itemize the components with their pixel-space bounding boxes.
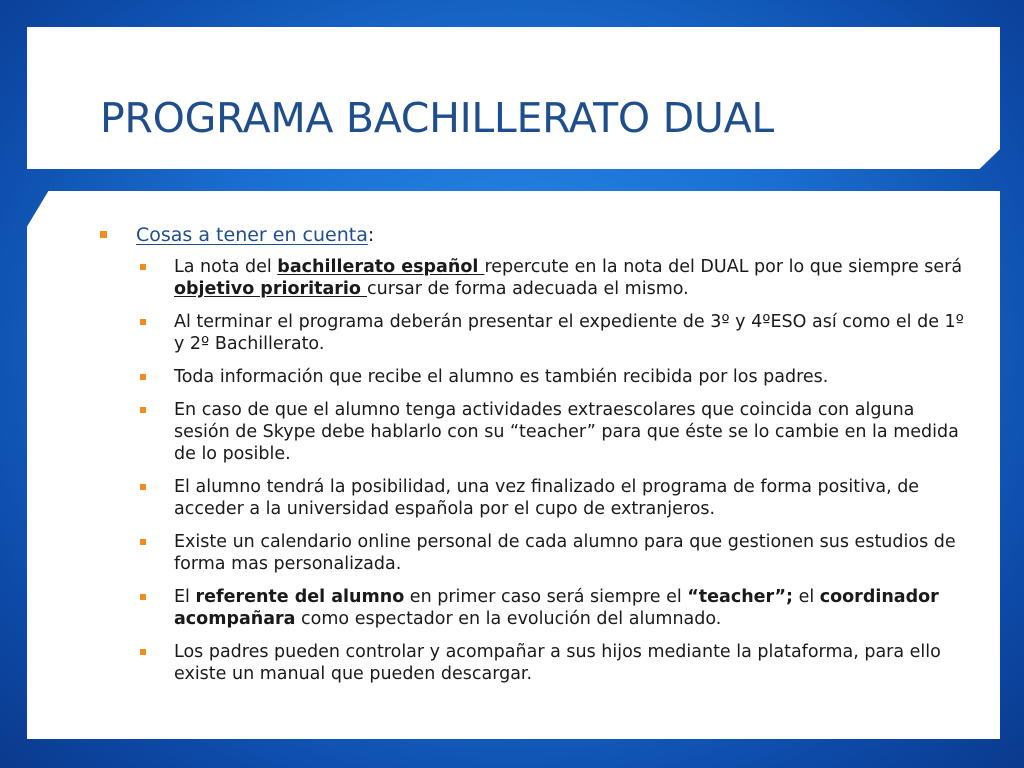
- heading-colon: :: [367, 224, 375, 246]
- item-text: el: [793, 587, 820, 607]
- list-item: [100, 586, 970, 630]
- item-text: como espectador en la evolución del alumnado.: [295, 609, 722, 629]
- square-bullet-icon: [140, 374, 146, 380]
- item-emphasis: coordinador acompañara: [174, 587, 939, 629]
- item-text: En caso de que el alumno tenga actividades extraescolares que coincida con alguna sesión de Skype debe hablarlo con su “teacher” para que éste se lo cambie en la medida de lo posible.: [174, 400, 959, 464]
- square-bullet-icon: [140, 539, 146, 545]
- item-emphasis: “teacher”;: [687, 587, 793, 607]
- slide-content: [100, 222, 970, 696]
- item-text: en primer caso será siempre el: [404, 587, 688, 607]
- square-bullet-icon: [140, 319, 146, 325]
- square-bullet-icon: [140, 484, 146, 490]
- item-text: cursar de forma adecuada el mismo.: [367, 279, 689, 299]
- slide-title: PROGRAMA BACHILLERATO DUAL: [100, 94, 774, 142]
- item-text: La nota del: [174, 257, 278, 277]
- square-bullet-icon: [140, 649, 146, 655]
- item-text: El: [174, 587, 196, 607]
- square-bullet-icon: [140, 594, 146, 600]
- heading-text: Cosas a tener en cuenta: [136, 224, 368, 246]
- list-item: [100, 399, 970, 465]
- list-item: [100, 531, 970, 575]
- bullet-heading: [100, 222, 970, 248]
- item-text: Al terminar el programa deberán presentar el expediente de 3º y 4ºESO así como el de 1º y 2º Bachillerato.: [174, 312, 964, 354]
- item-emphasis: objetivo prioritario: [174, 279, 368, 299]
- list-item: [100, 641, 970, 685]
- item-emphasis: referente del alumno: [195, 587, 405, 607]
- square-bullet-icon: [140, 407, 146, 413]
- list-item: [100, 256, 970, 300]
- item-emphasis: bachillerato español: [277, 257, 485, 277]
- item-text: Existe un calendario online personal de cada alumno para que gestionen sus estudios de forma mas personalizada.: [174, 532, 956, 574]
- list-item: [100, 476, 970, 520]
- square-bullet-icon: [100, 231, 107, 238]
- list-item: [100, 311, 970, 355]
- item-text: repercute en la nota del DUAL por lo que siempre será: [484, 257, 963, 277]
- item-text: Toda información que recibe el alumno es también recibida por los padres.: [174, 367, 829, 387]
- list-item: [100, 366, 970, 388]
- square-bullet-icon: [140, 264, 146, 270]
- item-text: El alumno tendrá la posibilidad, una vez finalizado el programa de forma positiva, de acceder a la universidad española por el cupo de extranjeros.: [174, 477, 920, 519]
- item-text: Los padres pueden controlar y acompañar a sus hijos mediante la plataforma, para ello existe un manual que pueden descargar.: [174, 642, 941, 684]
